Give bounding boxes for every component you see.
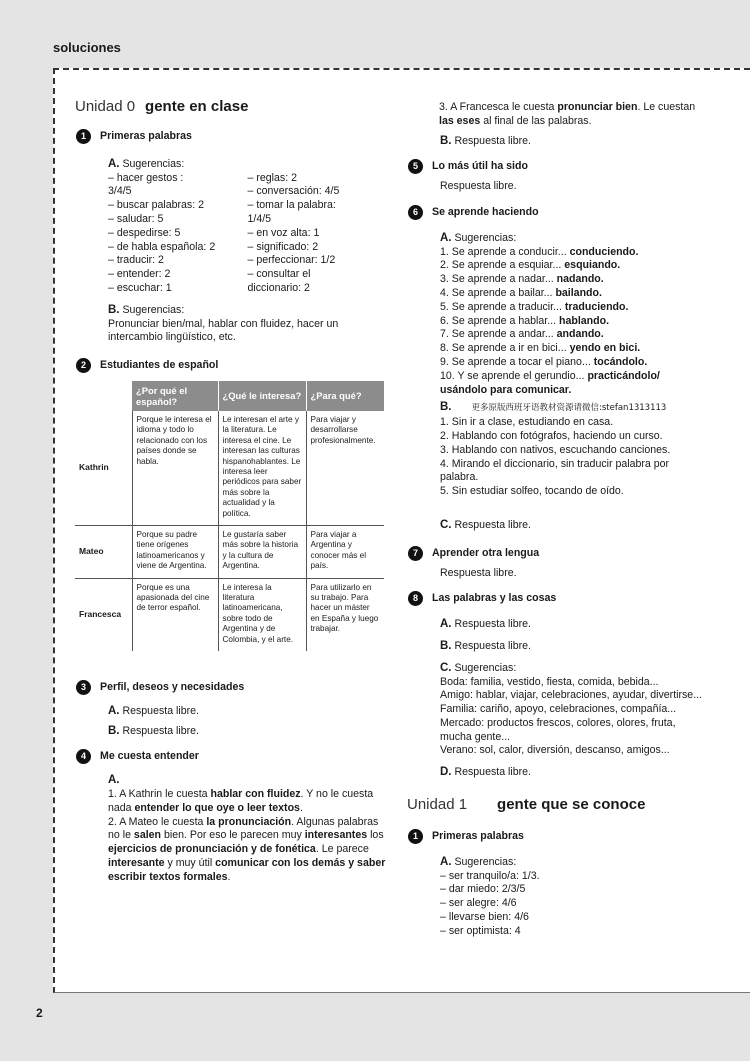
vocab-item: – hacer gestos : [108, 171, 184, 184]
section-1-header [75, 130, 387, 144]
answer-text: Respuesta libre. [440, 180, 517, 193]
table-cell: Para viajar y desarrollarse profesionalmente. [306, 411, 384, 526]
answer-text: Respuesta libre. [454, 766, 532, 779]
list-item: 2. Hablando con fotógrafos, haciendo un curso. [440, 429, 663, 442]
list-item: Familia: cariño, apoyo, celebraciones, compañía... [440, 703, 677, 716]
part-label: C. [440, 518, 452, 531]
vocab-item: – de habla española: 2 [108, 240, 216, 253]
list-item: 2. Se aprende a esquiar... esquiando. [440, 259, 621, 272]
answer-text: Respuesta libre. [454, 618, 532, 631]
section-number-badge: 2 [76, 358, 91, 373]
vocab-item: – en voz alta: 1 [247, 226, 320, 239]
section-title: Se aprende haciendo [432, 205, 539, 218]
part-label: A. [440, 855, 452, 868]
section-4-header [75, 750, 387, 764]
vocab-item: – entender: 2 [108, 268, 171, 281]
answer-paragraph-3: 3. A Francesca le cuesta pronunciar bien. Le cuestan las eses al final de las palabras. [439, 101, 696, 127]
list-item: 3. Hablando con nativos, escuchando canciones. [440, 443, 671, 456]
table-cell: Le interesan el arte y la literatura. Le interesa el cine. Le interesan las culturas hispanohablantes. Le interesa leer periódicos para saber más sobre la actualidad y la política. [218, 411, 306, 526]
answer-text: Respuesta libre. [454, 518, 532, 531]
part-label: B. [440, 401, 452, 414]
part-label: B. [440, 639, 452, 652]
list-item: 4. Mirando el diccionario, sin traducir palabra por palabra. [440, 457, 670, 484]
students-table [75, 381, 385, 651]
part-label: B. [108, 724, 120, 737]
list-item: Amigo: hablar, viajar, celebraciones, ayudar, divertirse... [440, 689, 703, 702]
section-title: Me cuesta entender [100, 750, 199, 763]
table-cell: Porque es una apasionada del cine de terror español. [132, 578, 218, 651]
list-item: Verano: sol, calor, diversión, descanso, amigos... [440, 744, 670, 757]
table-cell: Le interesa la literatura latinoamericana, sobre todo de Argentina y de Colombia, y el arte. [218, 578, 306, 651]
section-6-part-a [407, 232, 707, 398]
unit-1-label: Unidad 1 [407, 796, 468, 814]
section-5-header [407, 160, 707, 174]
section-title: Perfil, deseos y necesidades [100, 681, 245, 694]
list-item: 1. Sin ir a clase, estudiando en casa. [440, 416, 614, 429]
section-3-header [75, 681, 387, 695]
section-3-part-b [75, 725, 387, 739]
part-label: A. [108, 774, 120, 787]
unit-1-section-1-part-a [407, 856, 707, 939]
section-8-part-c [407, 662, 707, 759]
list-item: 8. Se aprende a ir en bici... yendo en bici. [440, 342, 641, 355]
part-intro: Sugerencias: [122, 157, 185, 170]
section-number-badge: 4 [76, 749, 91, 764]
section-8-part-a [407, 618, 707, 632]
page-number: 2 [36, 1006, 43, 1020]
list-item: 3. Se aprende a nadar... nadando. [440, 273, 604, 286]
section-2-header [75, 359, 387, 373]
column-header: ¿Para qué? [306, 381, 384, 411]
part-label: A. [440, 231, 452, 244]
table-cell: Porque su padre tiene orígenes latinoamericanos y viene de Argentina. [132, 526, 218, 579]
part-intro: Sugerencias: [122, 303, 185, 316]
list-item: – ser optimista: 4 [440, 924, 521, 937]
section-4-part-a [75, 774, 387, 884]
section-title: Primeras palabras [432, 830, 524, 843]
section-8-part-d [407, 766, 707, 780]
vocab-item: – conversación: 4/5 [247, 185, 340, 198]
section-number-badge: 7 [408, 546, 423, 561]
section-8-part-b [407, 640, 707, 654]
vocab-col-1 [108, 172, 248, 296]
student-name: Francesca [75, 578, 132, 651]
list-item: – ser tranquilo/a: 1/3. [440, 869, 540, 882]
answer-text: Respuesta libre. [454, 639, 532, 652]
vocab-item: – significado: 2 [247, 240, 319, 253]
section-number-badge: 6 [408, 205, 423, 220]
section-5-answer [407, 180, 707, 194]
part-label: B. [440, 134, 452, 147]
vocab-columns [108, 172, 387, 296]
list-item: 4. Se aprende a bailar... bailando. [440, 286, 602, 299]
list-item: 5. Sin estudiar solfeo, tocando de oído. [440, 485, 624, 498]
section-8-header [407, 592, 707, 606]
vocab-item: – saludar: 5 [108, 212, 164, 225]
table-header-row [75, 381, 384, 411]
unit-0-heading [75, 98, 387, 116]
part-label: B. [108, 303, 120, 316]
part-intro: Sugerencias: [454, 661, 517, 674]
list-item: – llevarse bien: 4/6 [440, 911, 529, 924]
section-title: Las palabras y las cosas [432, 592, 557, 605]
table-row [75, 578, 384, 651]
student-name: Kathrin [75, 411, 132, 526]
vocab-item: – traducir: 2 [108, 254, 164, 267]
table-row [75, 411, 384, 526]
section-title: Primeras palabras [100, 130, 192, 142]
unit-1-section-1-header [407, 830, 707, 844]
section-title: Aprender otra lengua [432, 546, 540, 559]
column-header: ¿Qué le interesa? [218, 381, 306, 411]
vocab-item: 3/4/5 [108, 185, 132, 198]
part-label: A. [108, 157, 120, 170]
section-4-continued [406, 101, 707, 129]
vocab-item: – reglas: 2 [247, 171, 297, 184]
section-number-badge: 1 [76, 129, 91, 144]
vocab-item: – tomar la palabra: [247, 199, 336, 212]
part-label: C. [440, 661, 452, 674]
section-number-badge: 1 [408, 829, 423, 844]
column-header: ¿Por qué el español? [132, 381, 218, 411]
section-3-part-a [75, 705, 387, 719]
section-6-header [407, 206, 707, 220]
table-cell: Le gustaría saber más sobre la historia y la cultura de Argentina. [218, 526, 306, 579]
section-number-badge: 3 [76, 680, 91, 695]
part-label: A. [440, 618, 452, 631]
list-item: Mercado: productos frescos, colores, olores, fruta, mucha gente... [440, 716, 676, 743]
right-column [407, 101, 707, 945]
part-label: D. [440, 766, 452, 779]
section-4-part-b [407, 135, 707, 149]
unit-1-heading [407, 796, 707, 814]
unit-0-title: gente en clase [145, 98, 249, 115]
section-1-part-b [75, 304, 387, 345]
part-intro: Sugerencias: [454, 231, 517, 244]
section-7-answer [407, 567, 707, 581]
table-cell: Porque le interesa el idioma y todo lo relacionado con los países donde se habla. [132, 411, 218, 526]
vocab-item: 1/4/5 [247, 212, 272, 225]
vocab-col-2 [248, 172, 388, 296]
list-item: – dar miedo: 2/3/5 [440, 883, 526, 896]
vocab-item: – escuchar: 1 [108, 281, 172, 294]
left-column [75, 98, 387, 891]
table-cell: Para viajar a Argentina y conocer más el país. [306, 526, 384, 579]
section-title: Estudiantes de español [100, 359, 219, 372]
list-item: – ser alegre: 4/6 [440, 897, 517, 910]
vocab-item: diccionario: 2 [247, 281, 310, 294]
list-item: 1. Se aprende a conducir... conduciendo. [440, 245, 639, 258]
vocab-item: – perfeccionar: 1/2 [247, 254, 336, 267]
page-header-title: soluciones [53, 40, 121, 55]
section-title: Lo más útil ha sido [432, 160, 528, 173]
section-number-badge: 8 [408, 591, 423, 606]
vocab-item: – consultar el [247, 268, 311, 281]
list-item: 6. Se aprende a hablar... hablando. [440, 314, 610, 327]
part-label: A. [108, 704, 120, 717]
section-1-part-a [75, 158, 387, 296]
vocab-item: – despedirse: 5 [108, 226, 181, 239]
section-7-header [407, 547, 707, 561]
table-row [75, 526, 384, 579]
answer-paragraph-1: 1. A Kathrin le cuesta hablar con fluidez. Y no le cuesta nada entender lo que oye o leer textos. [108, 788, 374, 814]
list-item: Boda: familia, vestido, fiesta, comida, bebida... [440, 675, 659, 688]
list-item: 7. Se aprende a andar... andando. [440, 328, 604, 341]
student-name: Mateo [75, 526, 132, 579]
list-item: 5. Se aprende a traducir... traduciendo. [440, 300, 629, 313]
list-item: 9. Se aprende a tocar el piano... tocándolo. [440, 355, 648, 368]
table-cell: Para utilizarlo en su trabajo. Para hacer un máster en España y luego trabajar. [310, 582, 379, 634]
watermark-text: 更多原版西班牙语教材资源请微信:stefan1313113 [471, 403, 667, 414]
section-6-part-b [407, 401, 707, 499]
part-intro: Sugerencias: [454, 855, 517, 868]
table-corner [75, 381, 132, 411]
vocab-item: – buscar palabras: 2 [108, 199, 204, 212]
answer-text: Respuesta libre. [440, 566, 517, 579]
section-6-part-c [407, 519, 707, 533]
answer-paragraph-2: 2. A Mateo le cuesta la pronunciación. Algunas palabras no le salen bien. Por eso le parecen muy interesantes los ejercicios de pronunciación y de fonética. Le parece interesante y muy útil comunicar con los demás y saber escribir textos formales. [108, 815, 386, 883]
unit-1-title: gente que se conoce [497, 796, 646, 814]
answer-text: Respuesta libre. [122, 704, 200, 717]
answer-text: Pronunciar bien/mal, hablar con fluidez, hacer un intercambio lingüístico, etc. [108, 317, 339, 344]
answer-text: Respuesta libre. [122, 724, 200, 737]
answer-text: Respuesta libre. [454, 134, 532, 147]
section-number-badge: 5 [408, 159, 423, 174]
list-item: 10. Y se aprende el gerundio... practicándolo/ usándolo para comunicar. [440, 369, 660, 396]
unit-0-label: Unidad 0 [75, 98, 136, 115]
